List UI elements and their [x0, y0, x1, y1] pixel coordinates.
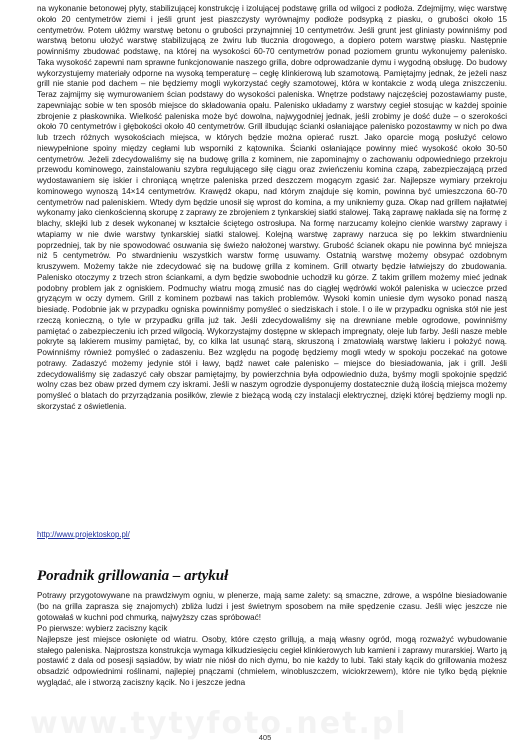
article-body — [37, 591, 507, 689]
article-subheading: Po pierwsze: wybierz zaciszny kącik — [37, 623, 168, 633]
article-intro: Potrawy przygotowywane na prawdziwym ogniu, w plenerze, mają same zalety: są smaczne, zdrowe, a wspólne biesiadowanie (bo na grilla zaprasza się znajomych) zbliża ludzi i jest świetnym sposobem na miłe spędzenie czasu. Jeśli więc jeszcze nie gotowałaś w kuchni pod chmurką, najwyższy czas spróbować! — [37, 591, 507, 622]
article-title: Poradnik grillowania – artykuł — [37, 568, 229, 584]
page-number: 405 — [258, 733, 272, 742]
article-paragraph: Najlepsze jest miejsce osłonięte od wiatru. Osoby, które często grillują, a mają własny ogród, mogą rozważyć wybudowanie stałego paleniska. Najprostsza konstrukcja wymaga kilkudziesięciu cegieł klinkierowych lub kamieni i zaprawy murarskiej. Warto ją postawić z dala od posesji sąsiadów, by wiatr nie niósł do nich dymu, bo nie każdy to lubi. Taki stały kącik do grillowania możesz obsadzić odpowiednimi roślinami, najlepiej pnączami (chmielem, winobluszczem, wiciokrzewem), które nie tylko będą pięknie wyglądać, ale i stworzą zaciszny kącik. No i jeszcze jedna — [37, 634, 507, 688]
source-link[interactable]: http://www.projektoskop.pl/ — [37, 530, 130, 539]
body-paragraph: na wykonanie betonowej płyty, stabilizującej konstrukcję i izolującej podstawę grilla od wilgoci z podłoża. Zdejmijmy, więc warstwę około 20 centymetrów ziemi i jeśli grunt jest piaszczysty wyrównajmy podłoże podsypką z piasku, o grubości około 15 centymetrów. Potem ułóżmy warstwę betonu o grubości przynajmniej 10 centymetrów. Jeśli grunt jest gliniasty powinniśmy pod warstwą betonu ułożyć warstwę stabilizującą ze żwiru lub tłucznia drogowego, a dopiero potem warstwę piasku. Następnie powinniśmy zbudować podstawę, na której na wysokości 60-70 centymetrów ponad poziomem gruntu wykonujemy palenisko. Taka wysokość zapewni nam sprawne funkcjonowanie naszego grilla, dobre odprowadzanie dymu i wygodną obsługę. Do budowy wykorzystujemy materiały odporne na wysoką temperaturę – cegłę klinkierową lub szamotową. Pamiętajmy jednak, że jeżeli nasz grill nie stanie pod dachem – nie będziemy mogli wykorzystać cegły szamotowej, która w kontakcie z wodą ulega zniszczeniu. Teraz zajmijmy się wymurowaniem ścian podstawy do wysokości paleniska. Wnętrze podstawy najczęściej pozostawiamy puste, zapewniając sobie w ten sposób miejsce do składowania opału. Palenisko układamy z warstwy cegieł stosując w każdej spoinie zbrojenie z płaskownika. Wielkość paleniska może być dowolna, najwygodniej jednak, jeśli zrobimy je dość duże – o szerokości około 70 centymetrów i głębokości około 40 centymetrów. Grill ilbudując ścianki osłaniające palenisko pozostawmy w nich po dwa lub trzech różnych wysokościach miejsca, w których będzie można opierać ruszt. Jako oparcie mogą posłużyć celowo niewypełnione spoiny między cegłami lub wsporniki z kątownika. Ścianki osłaniające powinny mieć wysokość około 30-50 centymetrów. Jeżeli zdecydowaliśmy się na budowę grilla z kominem, nie zapominajmy o zachowaniu odpowiedniego przekroju przewodu kominowego, zainstalowaniu szybra regulującego siłę ciągu oraz zwieńczeniu komina czapą, zabezpieczającą przed wydostawaniem się iskier i chroniącą wnętrze paleniska przed deszczem mogącym zgasić żar. Najlepsze wymiary przekroju kominowego wynoszą 14×14 centymetrów. Krawędź okapu, nad którym znajduje się komin, powinna być umieszczona 60-70 centymetrów nad paleniskiem. Wtedy dym będzie unosił się wprost do komina, a my unikniemy guza. Okap nad grillem najłatwiej wykonamy jako cienkościenną skorupę z zaprawy ze zbrojeniem z tynkarskiej siatki stalowej. Taką zaprawę nakłada się na formę z blachy, sklejki lub z desek wykonanej w kształcie ściętego ostrosłupa. Na formę narzucamy kolejno cienkie warstwy zaprawy i wtapiamy w nie dwie warstwy tynkarskiej siatki stalowej. Kolejną warstwę zaprawy narzuca się po lekkim stwardnieniu poprzedniej, tak by nie spowodować osuwania się świeżo nałożonej warstwy. Grubość ścianek okapu nie powinna być mniejsza niż 5 centymetrów. Po stwardnieniu wszystkich warstw formę usuwamy. Ostatnią warstwę możemy obsypać ozdobnym kruszywem. Możemy także nie zdecydować się na budowę grilla z kominem. Grill otwarty będzie łatwiejszy do zbudowania. Palenisko otoczymy z trzech stron ściankami, a dym będzie swobodnie uchodził ku górze. Z takim grillem możemy mieć jednak podobny problem jak z ogniskiem. Podmuchy wiatru mogą zmusić nas do ciągłej wędrówki wokół paleniska w ucieczce przed gryzącym w oczy dymem. Grill z kominem pozbawi nas takich problemów. Wysoki komin uniesie dym wysoko ponad naszą biesiadę. Podobnie jak w przypadku ogniska powinniśmy pomyśleć o siedziskach i stole. I o ile w przypadku ogniska stół nie jest rzeczą konieczną, o tyle w przypadku grilla już tak. Jeśli zdecydowaliśmy się na drewniane meble ogrodowe, powinniśmy pamiętać o zabezpieczeniu ich przed wilgocią. Wykorzystajmy dostępne w sklepach impregnaty, oleje lub farby. Jeśli nasze meble pokryte są lakierem musimy pamiętać, by, co kilka lat usunąć starą, skruszoną i zmatowiałą warstwę lakieru i położyć nową. Powinniśmy również pomyśleć o zadaszeniu. Bez względu na pogodę będziemy mogli wtedy w spokoju poczekać na gotowe potrawy. Zadaszyć możemy jedynie stół i ławy, bądź nawet całe palenisko – miejsce do biesiadowania, jak i grill. Jeśli zdecydowaliśmy się zadaszyć cały obszar pamiętajmy, by powierzchnia była odpowiednio duża, byśmy mogli spokojnie spędzić wolny czas bez obaw przed dymem czy iskrami. Jeśli w naszym ogrodzie dysponujemy dostatecznie dużą ilością miejsca możemy pomyśleć o blatach do przyrządzania posiłków, zlewie z bieżącą wodą czy instalacji elektrycznej, dzięki której będziemy mogli np. skorzystać z oświetlenia. — [37, 4, 507, 411]
